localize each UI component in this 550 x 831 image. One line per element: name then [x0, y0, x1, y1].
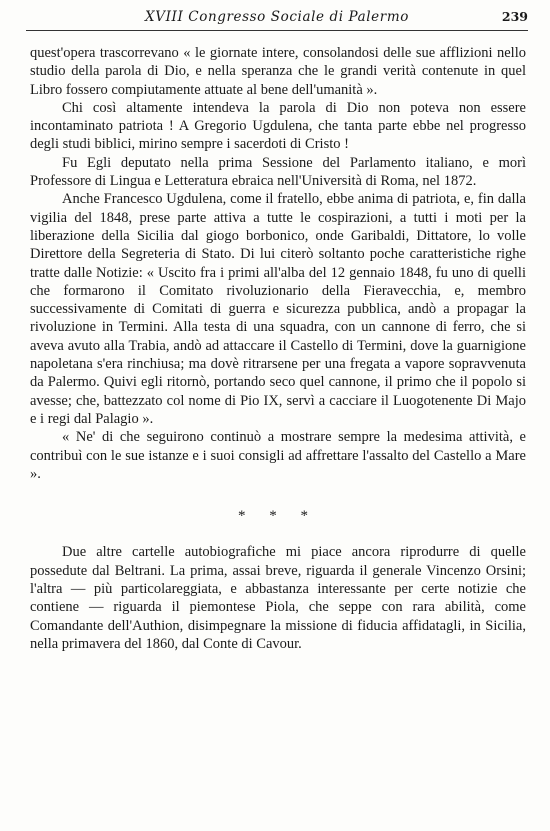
running-header — [26, 6, 528, 31]
paragraph-deputato: Fu Egli deputato nella prima Sessione del Parlamento italiano, e morì Professore di Lingua e Letteratura ebraica nell'Università di Roma, nel 1872. — [30, 154, 526, 190]
paragraph-cartelle: Due altre cartelle autobiografiche mi piace ancora riprodurre di quelle possedute dal Beltrani. La prima, assai breve, riguarda il generale Vincenzo Orsini; l'altra — più particolareggiata, e abbastanza interessante per certe notizie che contiene — riguarda il piemontese Piola, che seppe con rara abilità, come Comandante dell'Authion, disimpegnare la missione di fiducia affidatagli, in Sicilia, nella primavera del 1860, dal Conte di Cavour. — [30, 544, 526, 652]
paragraph-francesco: Anche Francesco Ugdulena, come il fratello, ebbe anima di patriota, e, fin dalla vigilia del 1848, prese parte attiva a tutte le cospirazioni, a tutti i moti per la liberazione della Sicilia dal giogo borbonico, onde Garibaldi, Dittatore, lo volle Direttore della Segreteria di Stato. Di lui citerò soltanto poche caratteristiche righe tratte dalle Notizie: « Uscito fra i primi all'alba del 12 gennaio 1848, fu uno di quelli che formarono il Comitato rivoluzionario della Fieravecchia, e, membro successivamente di Comitati di guerra e sicurezza pubblica, andò a propagar la rivoluzione in Termini. Alla testa di una squadra, con un cannone di ferro, che si aveva avuto alla Trabia, andò ad attaccare il Castello di Termini, dove la guarnigione napoletana s'era rinchiusa; ma dovè ritrarsene per una fregata a vapore sopravvenuta da Palermo. Quivi egli ritornò, portando seco quel cannone, il primo che il popolo si avesse; che, battezzato col nome di Pio IX, servì a cacciare il Luogotenente Di Majo e i regi dal Palagio ». — [30, 191, 526, 427]
page-body — [30, 44, 526, 653]
running-header-title: XVIII Congresso Sociale di Palermo — [145, 9, 409, 25]
paragraph-quote-continuation: « Ne' di che seguirono continuò a mostrare sempre la medesima attività, e contribuì con le sue istanze e i suoi consigli ad affrettare l'assalto del Castello a Mare ». — [30, 429, 526, 482]
paragraph-gregorio: Chi così altamente intendeva la parola di Dio non poteva non essere incontaminato patriota ! A Gregorio Ugdulena, che tanta parte ebbe nel progresso degli studi biblici, mirino sempre i sacerdoti di Cristo ! — [30, 99, 526, 153]
paragraph-continuation: quest'opera trascorrevano « le giornate intere, consolandosi delle sue afflizioni nello studio della parola di Dio, e nella speranza che le grandi verità contenute in quel Libro fossero compiutamente attuate al bene dell'umanità ». — [30, 45, 526, 98]
section-separator: * * * — [238, 508, 318, 525]
page-number: 239 — [501, 9, 528, 24]
